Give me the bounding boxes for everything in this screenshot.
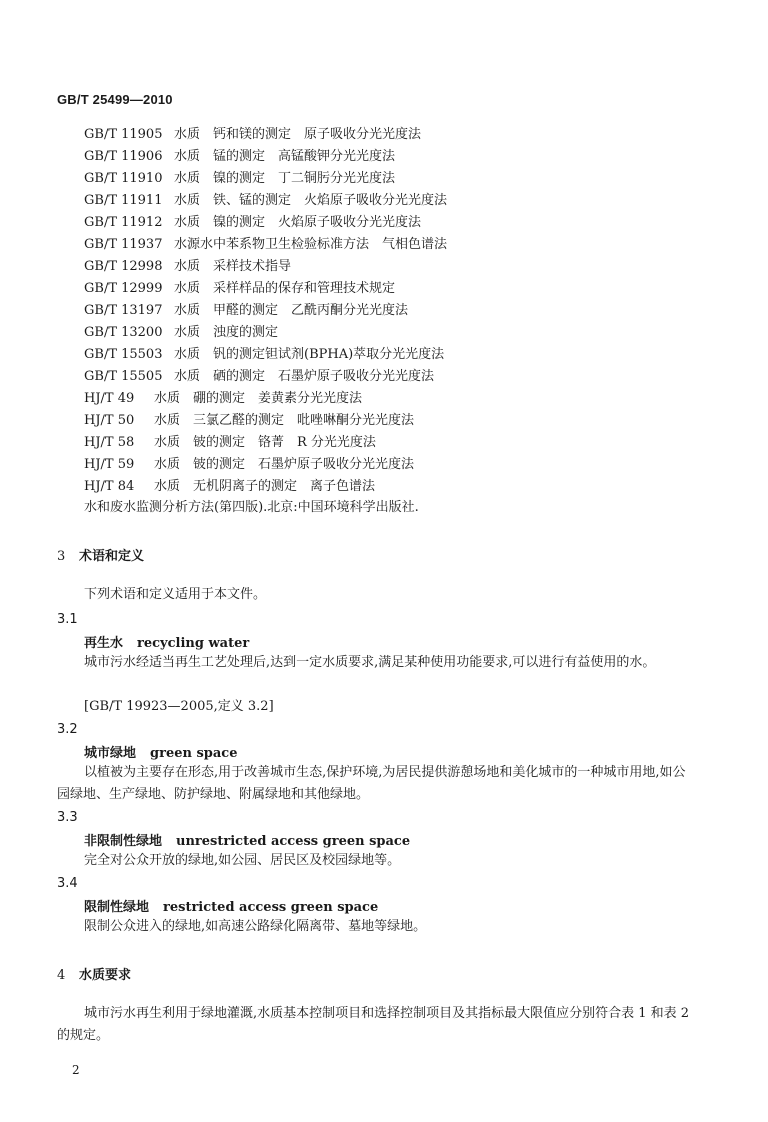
reference-title: 水质 硒的测定 石墨炉原子吸收分光光度法 <box>174 369 435 384</box>
reference-title: 水质 镍的测定 丁二铜肟分光光度法 <box>174 171 396 186</box>
reference-title: 水质 铍的测定 铬菁 R 分光光度法 <box>154 435 376 450</box>
reference-title: 水质 锰的测定 高锰酸钾分光光度法 <box>174 149 396 164</box>
clause-number: 3.4 <box>57 876 78 891</box>
section-intro: 下列术语和定义适用于本文件。 <box>84 587 267 602</box>
term-source: [GB/T 19923—2005,定义 3.2] <box>84 699 274 714</box>
reference-code: HJ/T 50 <box>84 413 135 428</box>
reference-item <box>84 388 724 410</box>
section-number: 4 <box>57 968 66 983</box>
reference-code: GB/T 12999 <box>84 281 163 296</box>
term-en: recycling water <box>137 636 250 651</box>
reference-item <box>84 168 724 190</box>
book-reference: 水和废水监测分析方法(第四版).北京:中国环境科学出版社. <box>84 500 419 515</box>
normative-references-list <box>84 124 724 498</box>
reference-code: GB/T 13200 <box>84 325 163 340</box>
term-entry <box>84 896 378 915</box>
reference-title: 水质 钙和镁的测定 原子吸收分光光度法 <box>174 127 422 142</box>
reference-item <box>84 146 724 168</box>
section-body: 城市污水再生利用于绿地灌溉,水质基本控制项目和选择控制项目及其指标最大限值应分别符合表 1 和表 2 的规定。 <box>57 1006 690 1043</box>
reference-title: 水质 无机阴离子的测定 离子色谱法 <box>154 479 376 494</box>
term-entry <box>84 830 410 849</box>
reference-item <box>84 234 724 256</box>
reference-item <box>84 344 724 366</box>
reference-title: 水质 采样样品的保存和管理技术规定 <box>174 281 396 296</box>
reference-item <box>84 300 724 322</box>
reference-title: 水质 铍的测定 石墨炉原子吸收分光光度法 <box>154 457 415 472</box>
term-entry <box>84 742 238 761</box>
reference-item <box>84 212 724 234</box>
reference-code: HJ/T 58 <box>84 435 135 450</box>
term-en: green space <box>150 746 238 761</box>
reference-title: 水质 甲醛的测定 乙酰丙酮分光光度法 <box>174 303 409 318</box>
section-title: 术语和定义 <box>79 549 145 564</box>
term-definition: 以植被为主要存在形态,用于改善城市生态,保护环境,为居民提供游憩场地和美化城市的一种城市用地,如公园绿地、生产绿地、防护绿地、附属绿地和其他绿地。 <box>57 765 686 802</box>
reference-title: 水质 铁、锰的测定 火焰原子吸收分光光度法 <box>174 193 448 208</box>
section-heading <box>57 964 131 983</box>
reference-title: 水质 钒的测定钽试剂(BPHA)萃取分光光度法 <box>174 347 445 362</box>
section-heading <box>57 545 144 564</box>
section-number: 3 <box>57 549 66 564</box>
term-zh: 非限制性绿地 <box>84 834 163 849</box>
reference-item <box>84 190 724 212</box>
reference-code: HJ/T 84 <box>84 479 135 494</box>
reference-item <box>84 278 724 300</box>
term-entry <box>84 632 249 651</box>
reference-item <box>84 256 724 278</box>
reference-title: 水质 硼的测定 姜黄素分光光度法 <box>154 391 363 406</box>
term-en: restricted access green space <box>163 900 379 915</box>
reference-code: GB/T 11905 <box>84 127 163 142</box>
reference-item <box>84 432 724 454</box>
section-title: 水质要求 <box>79 968 132 983</box>
term-definition: 限制公众进入的绿地,如高速公路绿化隔离带、墓地等绿地。 <box>84 919 427 934</box>
reference-code: GB/T 11937 <box>84 237 163 252</box>
reference-code: GB/T 15505 <box>84 369 163 384</box>
term-definition: 城市污水经适当再生工艺处理后,达到一定水质要求,满足某种使用功能要求,可以进行有益使用的水。 <box>84 655 656 670</box>
term-zh: 再生水 <box>84 636 124 651</box>
clause-number: 3.3 <box>57 810 78 825</box>
reference-item <box>84 476 724 498</box>
term-definition: 完全对公众开放的绿地,如公园、居民区及校园绿地等。 <box>84 853 401 868</box>
term-en: unrestricted access green space <box>176 834 411 849</box>
term-zh: 城市绿地 <box>84 746 137 761</box>
standard-number-header: GB/T 25499—2010 <box>57 92 173 107</box>
reference-title: 水质 采样技术指导 <box>174 259 292 274</box>
reference-item <box>84 410 724 432</box>
reference-title: 水质 三氯乙醛的测定 吡唑啉酮分光光度法 <box>154 413 415 428</box>
reference-item <box>84 322 724 344</box>
reference-item <box>84 454 724 476</box>
clause-number: 3.1 <box>57 612 78 627</box>
reference-title: 水质 浊度的测定 <box>174 325 279 340</box>
reference-code: GB/T 11911 <box>84 193 163 208</box>
reference-code: HJ/T 59 <box>84 457 135 472</box>
reference-title: 水质 镍的测定 火焰原子吸收分光光度法 <box>174 215 422 230</box>
reference-code: GB/T 13197 <box>84 303 163 318</box>
reference-code: GB/T 15503 <box>84 347 163 362</box>
reference-code: GB/T 11906 <box>84 149 163 164</box>
reference-item <box>84 366 724 388</box>
reference-code: GB/T 11912 <box>84 215 163 230</box>
reference-code: GB/T 11910 <box>84 171 163 186</box>
reference-code: GB/T 12998 <box>84 259 163 274</box>
term-zh: 限制性绿地 <box>84 900 150 915</box>
reference-code: HJ/T 49 <box>84 391 135 406</box>
page-number: 2 <box>72 1063 80 1077</box>
reference-title: 水源水中苯系物卫生检验标准方法 气相色谱法 <box>174 237 448 252</box>
clause-number: 3.2 <box>57 722 78 737</box>
reference-item <box>84 124 724 146</box>
